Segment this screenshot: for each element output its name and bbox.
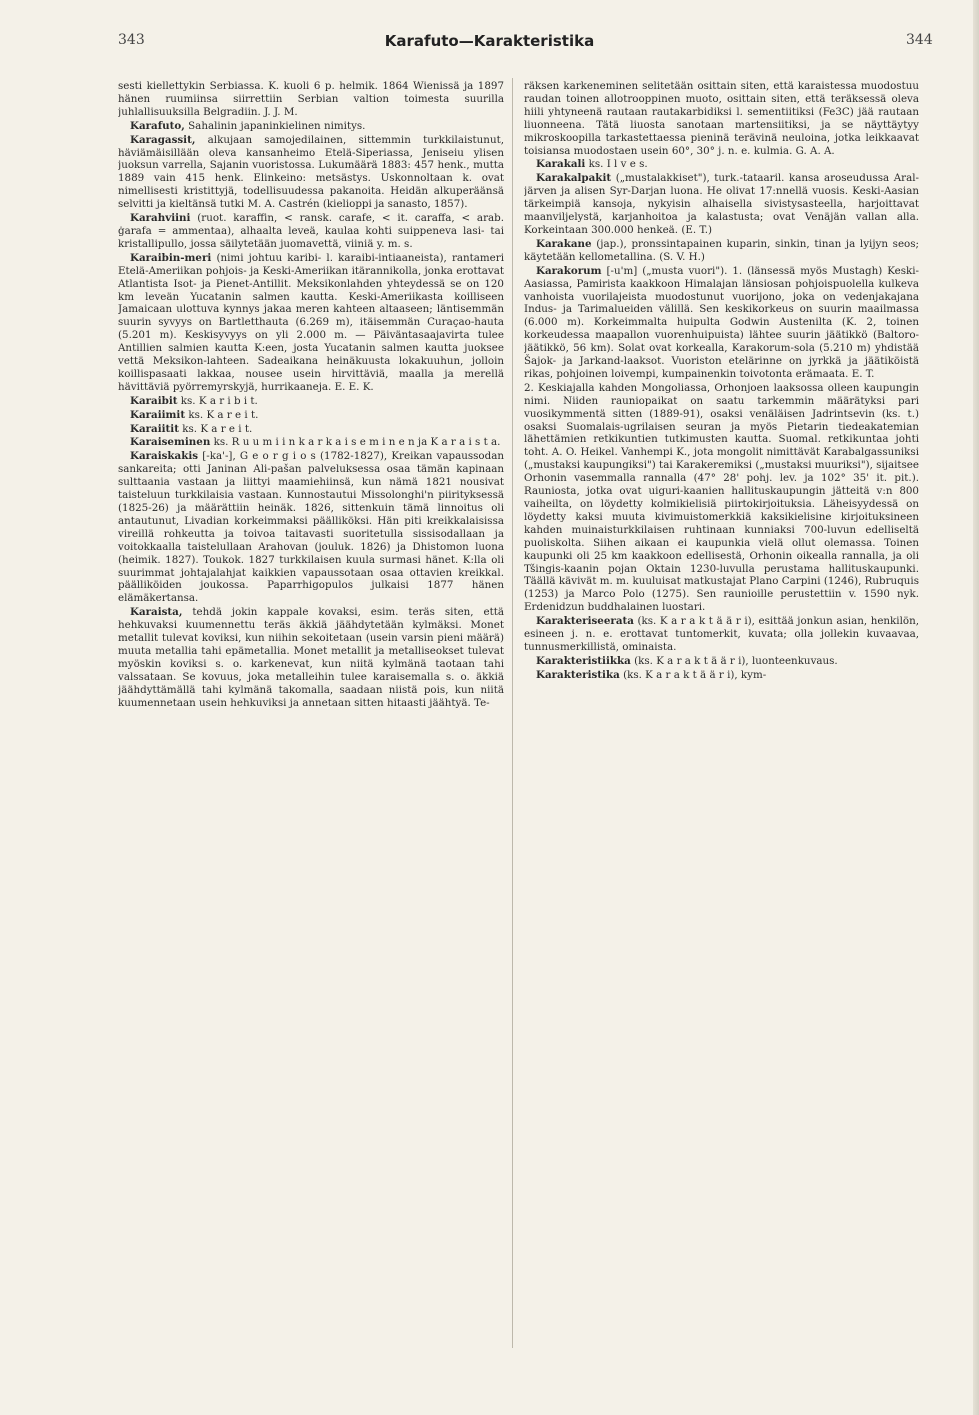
entry-headword: Karaiimit	[130, 408, 186, 421]
entry-text: ks. I l v e s.	[588, 158, 648, 171]
page-number-right: 344	[906, 32, 933, 48]
dictionary-entry	[118, 409, 504, 422]
entry-headword: Karahviini	[130, 212, 191, 225]
entry-headword: Karakteristika	[536, 668, 620, 681]
dictionary-entry	[118, 606, 504, 709]
dictionary-entry	[118, 120, 504, 133]
dictionary-entry	[524, 615, 919, 654]
entry-text: tehdä jokin kappale kovaksi, esim. teräs siten, että hehkuvaksi kuumennettu teräs äkkiä jäähdytetään kylmäksi. Monet metallit tulevat koviksi, kun niihin sekoitetaan (usein varsin pieni määrä) muuta metallia tahi epämetallia. Monet metallit ja metalliseokset tulevat myöskin koviksi s. o. karkenevat, kun niitä kylmänä taotaan tahi valssataan. Se kovuus, joka metalleihin tulee karaisemalla s. o. äkkiä jäähdyttämällä tahi kylmänä takomalla, saadaan niistä pois, kun niitä kuumennetaan usein hehkuviksi ja annetaan sitten hitaasti jäähtyä. Te-	[118, 606, 504, 709]
entry-text: ks. K a r e i t.	[182, 422, 253, 435]
entry-headword: Karakane	[536, 237, 592, 250]
entry-text: (ruot. karaffin, < ransk. carafe, < it. caraffa, < arab. ġarafa = ammentaa), alhaalta leveä, kaulaa kohti suippeneva lasi- tai kristallipullo, jossa säilytetään juomavettä, viiniä y. m. s.	[118, 212, 504, 250]
entry-text: [-u'm] („musta vuori"). 1. (länsessä myös Mustagh) Keski-Aasiassa, Pamirista kaakkoon Himalajan länsiosan pohjoispuolella kulkeva vanhoista vuorilajeista muodostunut vuorijono, joka on vedenjakajana Indus- ja Tarimalueiden välillä. Sen keskikorkeus on suurin maailmassa (6.000 m). Korkeimmalta huipulta Godwin Austenilta (K. 2, toinen korkeudessa maapallon vuorenhuipuista) lähtee suurin jäätikkö (Baltoro-jäätikkö, 56 km). Solat ovat korkealla, Karakorum-sola (5.210 m) yhdistää Šajok- ja Jarkand-laaksot. Vuoriston etelärinne on jyrkkä ja jäätiköistä rikas, pohjoinen loivempi, kumpainenkin toivotonta erämaata. E. T.	[524, 264, 919, 380]
dictionary-entry	[118, 134, 504, 211]
entry-text: ks. R u u m i i n k a r k a i s e m i n e n ja K a r a i s t a.	[213, 436, 501, 449]
dictionary-entry	[118, 80, 504, 119]
entry-text: räksen karkeneminen selitetään osittain siten, että karaistessa muodostuu raudan toinen allotrooppinen muoto, osittain siten, että teräksessä oleva hiili yhtyneenä rautaan rautakarbidiksi l. sementiitiksi (Fe3C) jää rautaan liuonneena. Tätä liuosta sanotaan martensiitiksi, ja se näyttäytyy mikroskoopilla tarkastettaessa pieninä terävinä neuloina, jotka leikkaavat toisiansa muodostaen usein 60°, 30° j. n. e. kulmia. G. A. A.	[524, 80, 919, 157]
entry-text: (ks. K a r a k t ä ä r i), kym-	[623, 668, 767, 681]
entry-headword: Karaiitit	[130, 422, 179, 435]
entry-text: („mustalakkiset"), turk.-tataaril. kansa aroseudussa Aral-järven ja alisen Syr-Darjan luona. He olivat 17:nnellä vuosis. Keski-Aasian tärkeimpiä kansoja, nykyisin alhaisella sivistysasteella, harjoittavat maanviljelystä, karjanhoitoa ja kalastusta; ovat Venäjän vallan alla. Korkeintaan 300.000 henkeä. (E. T.)	[524, 172, 919, 236]
entry-headword: Karaista,	[130, 606, 183, 619]
column-divider	[512, 78, 513, 1348]
entry-headword: Karakali	[536, 158, 586, 171]
page-edge	[973, 0, 979, 1415]
entry-headword: Karafuto,	[130, 119, 185, 132]
entry-text: (ks. K a r a k t ä ä r i), esittää jonkun asian, henkilön, esineen j. n. e. erottavat tuntomerkit, kuvata; olla jollekin kuvaavaa, tunnusmerkillistä, ominaista.	[524, 615, 919, 653]
running-head: Karafuto—Karakteristika	[384, 32, 595, 50]
left-column	[118, 80, 504, 1370]
entry-text: [-ka'-], G e o r g i o s (1782-1827), Kreikan vapaussodan sankareita; otti Janinan Ali-pašan palveluksessa osaa tämän kapinaan sulttaania vastaan ja liittyi maamiehiinsä, kun nämä 1821 nousivat taisteluun turkkilaisia vastaan. Kunnostautui Missolonghi'n piirityksessä (1825-26) ja määrättiin heinäk. 1826, sittenkuin tämä linnoitus oli antautunut, Livadian korkeimmaksi päälliköksi. Hän piti kreikkalaisissa vireillä rohkeutta ja toivoa taitavasti suoritetulla sissisodallaan ja voitokkaalla taistelullaan Arahovan (jouluk. 1826) ja Dhistomon luona (heimik. 1827). Toukok. 1827 turkkilaisen kuula surmasi hänet. K:lla oli suurimmat johtajalahjat kaikkien vapaussotaan osaa ottavien kreikkal. päälliköiden joukossa. Paparrhigopulos julkaisi 1877 hänen elämäkertansa.	[118, 450, 504, 605]
entry-headword: Karagassit,	[130, 133, 196, 146]
right-column	[524, 80, 919, 1370]
page-number-left: 343	[118, 32, 145, 48]
dictionary-entry	[118, 252, 504, 394]
entry-text: sesti kiellettykin Serbiassa. K. kuoli 6 p. helmik. 1864 Wienissä ja 1897 hänen ruumiinsa siirrettiin Serbian valtion toimesta suurilla juhlallisuuksilla Belgradiin. J. J. M.	[118, 80, 504, 118]
entry-text: ks. K a r i b i t.	[180, 394, 258, 407]
dictionary-entry	[524, 382, 919, 614]
entry-headword: Karakteriseerata	[536, 615, 634, 628]
entry-headword: Karaiseminen	[130, 436, 211, 449]
entry-text: Sahalinin japaninkielinen nimitys.	[188, 119, 366, 132]
dictionary-entry	[118, 212, 504, 251]
entry-headword: Karakorum	[536, 264, 602, 277]
entry-headword: Karaiskakis	[130, 450, 199, 463]
entry-text: (ks. K a r a k t ä ä r i), luonteenkuvaus.	[634, 654, 838, 667]
entry-text: 2. Keskiajalla kahden Mongoliassa, Orhonjoen laaksossa olleen kaupungin nimi. Niiden rauniopaikat on saatu tarkemmin määrätyksi pari vuosikymmentä sitten (1889-91), osaksi venäläisen Jadrintsevin (ks. t.) osaksi Suomalais-ugrilaisen seuran ja myös Pietarin tiedeakatemian lähettämien retkikuntien tutkimusten kautta. Suomal. retkikuntaa johti toht. A. O. Heikel. Vanhempi K., jota mongolit nimittävät Karabalgassuniksi („mustaksi kaupungiksi") tai Karakeremiksi („mustaksi muuriksi"), sijaitsee Orhonin vasemmalla rannalla (47° 28' pohj. lev. ja 102° 35' it. pit.). Rauniosta, jotka ovat uiguri-kaanien hallituskaupungin jätteitä v:n 800 vaiheilta, on löydetty kolmikielisiä piirtokirjoituksia. Läheisyydessä on löydetty kaksi muuta kivimuistomerkkiä kaksikielisine kirjoituksineen kahden muinaisturkkilaisen ruhtinaan kunniaksi 700-luvun edelliseltä puoliskolta. Siihen aikaan ei kaupunkia vielä ollut olemassa. Toinen kaupunki oli 25 km kaakkoon edellisestä, Orhonin oikealla rannalla, ja oli Tšingis-kaanin pojan Oktain 1230-luvulla perustama hallituskaupunki. Täällä kävivät m. m. kuuluisat matkustajat Plano Carpini (1246), Rubruquis (1253) ja Marco Polo (1275). Sen raunioille perustettiin v. 1590 nyk. Erdenidzun buddhalainen luostari.	[524, 381, 919, 614]
dictionary-entry	[524, 669, 919, 682]
entry-headword: Karakteristiikka	[536, 654, 631, 667]
dictionary-entry	[118, 423, 504, 436]
dictionary-entry	[524, 158, 919, 171]
entry-text: (nimi johtuu karibi- l. karaibi-intiaaneista), rantameri Etelä-Ameriikan pohjois- ja Keski-Ameriikan itärannikolla, jonka erottavat Atlantista Isot- ja Pienet-Antillit. Meksikonlahden yhteydessä se on 120 km leveän Yucatanin salmen kautta. Keski-Ameriikasta koilliseen Jamaicaan ulottuva kynnys jakaa meren kahteen altaaseen; läntisemmän suurin syvyys on Bartletthauta (6.269 m), itäisemmän Curaçao-hauta (5.201 m). Keskisyvyys on yli 2.000 m. — Päiväntasaajavirta tulee Antillien salmien kautta K:een, josta Yucatanin salmen kautta juoksee vettä Meksikon-lahteen. Sadeaikana heinäkuusta lokakuuhun, jolloin koillispasaati lakkaa, nousee usein hirvittäviä, maalla ja merellä hävittäviä pyörremyrskyjä, hurrikaaneja. E. E. K.	[118, 251, 504, 393]
entry-text: ks. K a r e i t.	[188, 408, 259, 421]
dictionary-entry	[524, 655, 919, 668]
entry-headword: Karaibin-meri	[130, 251, 212, 264]
entry-headword: Karakalpakit	[536, 172, 612, 185]
dictionary-entry	[118, 450, 504, 605]
entry-text: (jap.), pronssintapainen kuparin, sinkin, tinan ja lyijyn seos; käytetään kellometallina. (S. V. H.)	[524, 237, 919, 263]
dictionary-entry	[118, 395, 504, 408]
entry-headword: Karaibit	[130, 394, 178, 407]
page-header	[0, 32, 979, 56]
dictionary-entry	[524, 80, 919, 157]
entry-text: alkujaan samojedilainen, sittemmin turkkilaistunut, häviämäisillään oleva kansanheimo Etelä-Siperiassa, Jeniseiu ylisen juoksun varrella, Sajanin vuoristossa. Lukumäärä 1883: 457 henk., mutta 1889 vain 415 henk. Elinkeino: metsästys. Uskonnoltaan k. ovat nimellisesti kristittyjä, todellisuudessa pakanoita. Heidän alkuperäänsä selvitti ja kieltänsä tutki M. A. Castrén (kielioppi ja sanasto, 1857).	[118, 133, 504, 211]
dictionary-entry	[524, 265, 919, 381]
dictionary-entry	[524, 238, 919, 264]
dictionary-entry	[524, 172, 919, 237]
dictionary-entry	[118, 436, 504, 449]
